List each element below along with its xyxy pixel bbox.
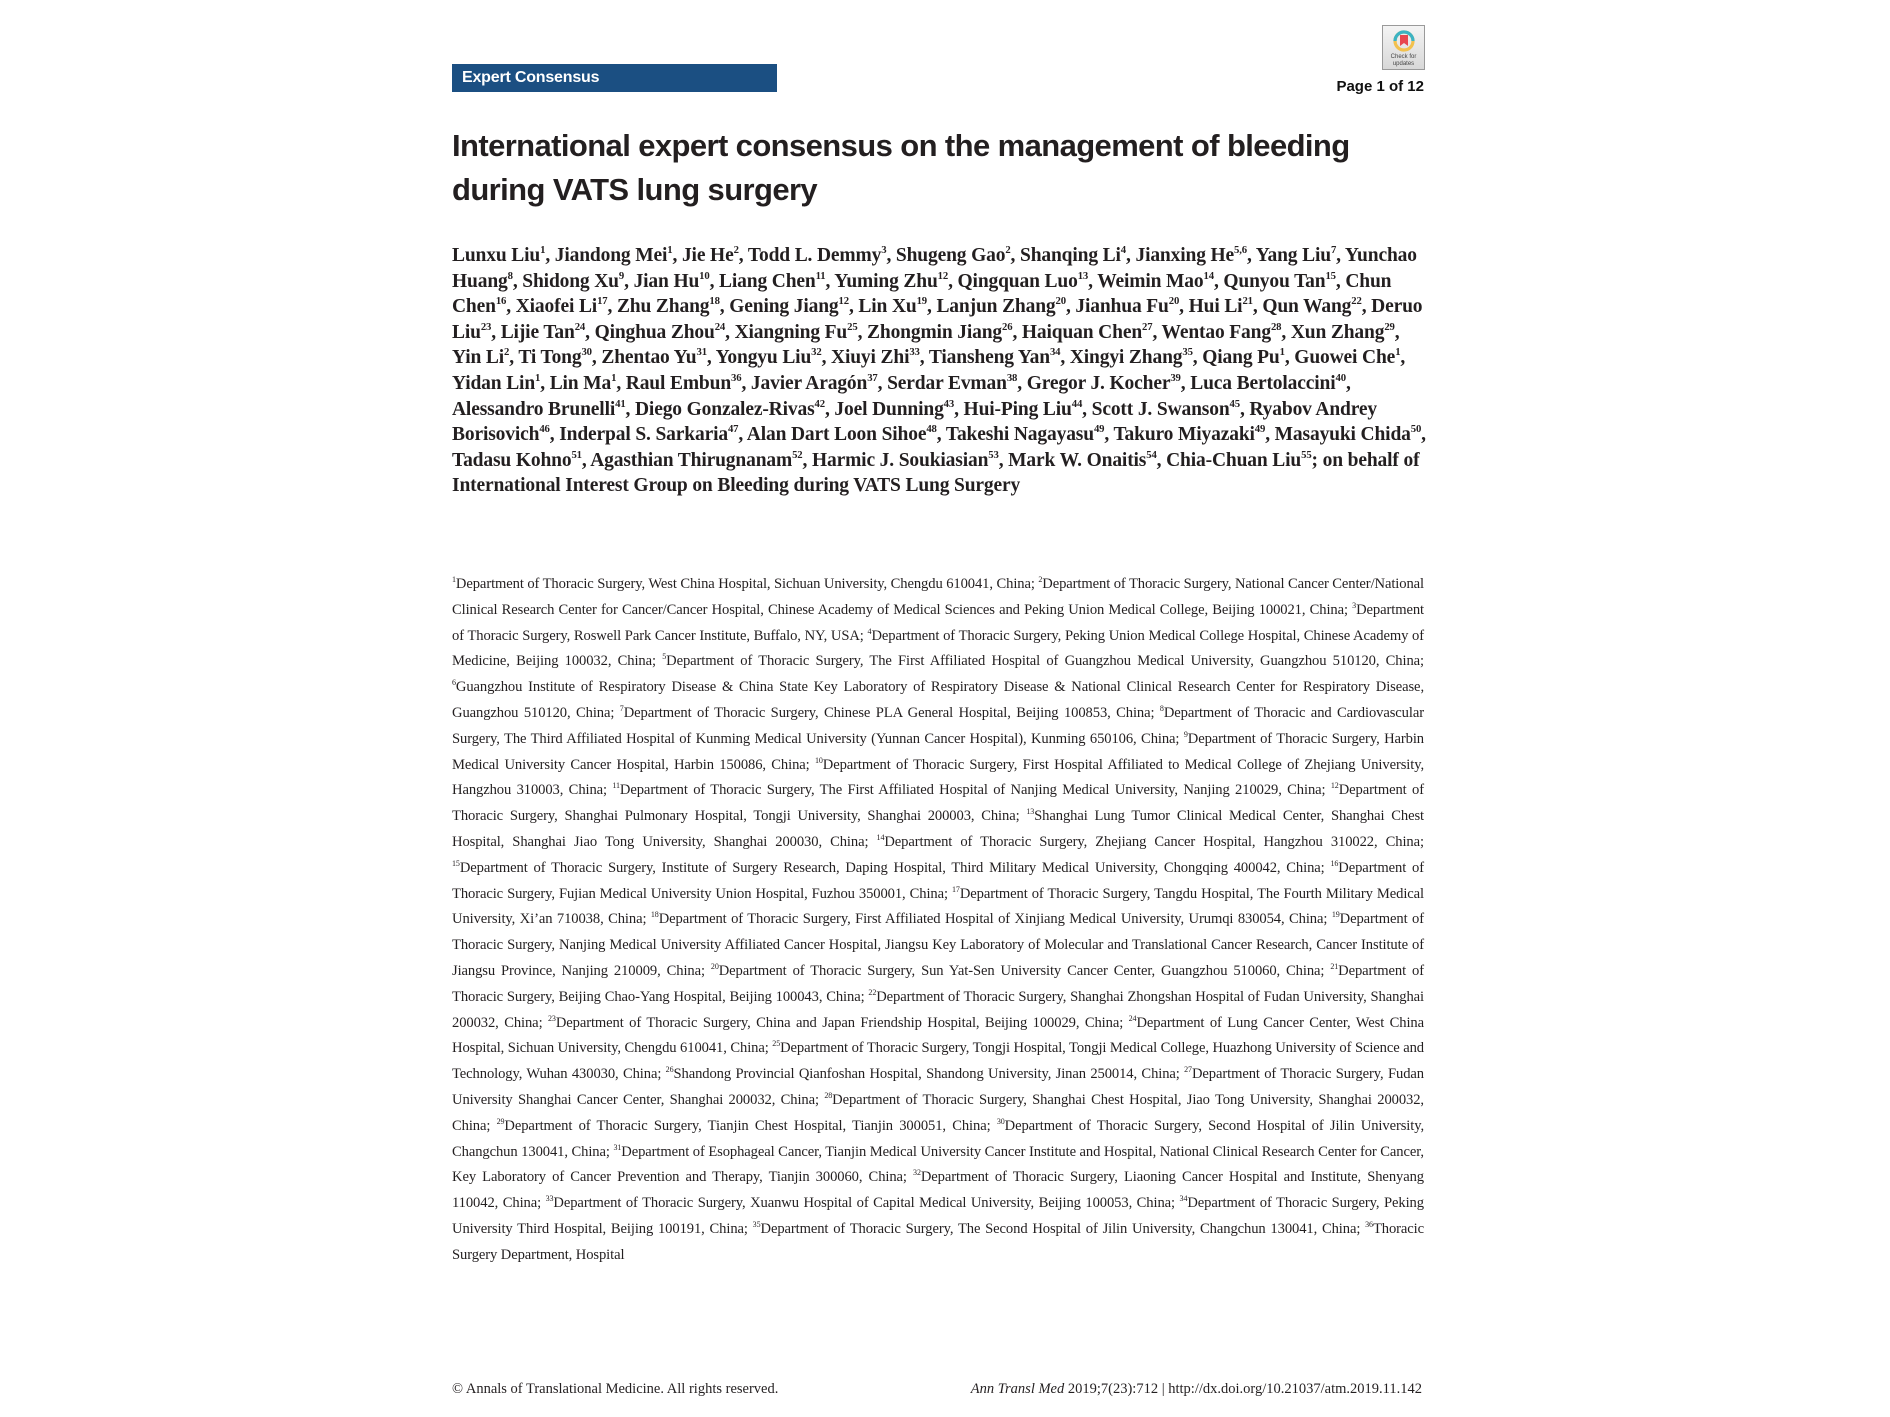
author: Wentao Fang <box>1161 321 1271 343</box>
affiliation-list: $^1$Department of Thoracic Surgery, West China Hospital, Sichuan University, Chengdu 610041, China; $^2$Department of Thoracic Surgery, National Cancer Center/National Clinical Research Center for Cancer/Cancer Hospital, Chinese Academy of Medical Sciences and Peking Union Medical College, Beijing 100021, China; $^3$Department of Thoracic Surgery, Roswell Park Cancer Institute, Buffalo, NY, USA; $^4$Department of Thoracic Surgery, Peking Union Medical College Hospital, Chinese Academy of Medicine, Beijing 100032, China; $^5$Department of Thoracic Surgery, The First Affiliated Hospital of Guangzhou Medical University, Guangzhou 510120, China; $^6$Guangzhou Institute of Respiratory Disease & China State Key Laboratory of Respiratory Disease & National Clinical Research Center for Respiratory Disease, Guangzhou 510120, China; $^7$Department of Thoracic Surgery, Chinese PLA General Hospital, Beijing 100853, China; $^8$Department of Thoracic and Cardiovascular Surgery, The Third Affiliated Hospital of Kunming Medical University (Yunnan Cancer Hospital), Kunming 650106, China; $^9$Department of Thoracic Surgery, Harbin Medical University Cancer Hospital, Harbin 150086, China; $^{10}$Department of Thoracic Surgery, First Hospital Affiliated to Medical College of Zhejiang University, Hangzhou 310003, China; $^{11}$Department of Thoracic Surgery, The First Affiliated Hospital of Nanjing Medical University, Nanjing 210029, China; $^{12}$Department of Thoracic Surgery, Shanghai Pulmonary Hospital, Tongji University, Shanghai 200003, China; $^{13}$Shanghai Lung Tumor Clinical Medical Center, Shanghai Chest Hospital, Shanghai Jiao Tong University, Shanghai 200030, China; $^{14}$Department of Thoracic Surgery, Zhejiang Cancer Hospital, Hangzhou 310022, China; $^{15}$Department of Thoracic Surgery, Institute of Surgery Research, Daping Hospital, Third Military Medical University, Chongqing 400042, China; $^{16}$Department of Thoracic Surgery, Fujian Medical University Union Hospital, Fuzhou 350001, China; $^{17}$Department of Thoracic Surgery, Tangdu Hospital, The Fourth Military Medical University, Xi’an 710038, China; $^{18}$Department of Thoracic Surgery, First Affiliated Hospital of Xinjiang Medical University, Urumqi 830054, China; $^{19}$Department of Thoracic Surgery, Nanjing Medical University Affiliated Cancer Hospital, Jiangsu Key Laboratory of Molecular and Translational Cancer Research, Cancer Institute of Jiangsu Province, Nanjing 210009, China; $^{20}$Department of Thoracic Surgery, Sun Yat-Sen University Cancer Center, Guangzhou 510060, China; $^{21}$Department of Thoracic Surgery, Beijing Chao-Yang Hospital, Beijing 100043, China; $^{22}$Department of Thoracic Surgery, Shanghai Zhongshan Hospital of Fudan University, Shanghai 200032, China; $^{23}$Department of Thoracic Surgery, China and Japan Friendship Hospital, Beijing 100029, China; $^{24}$Department of Lung Cancer Center, West China Hospital, Sichuan University, Chengdu 610041, China; $^{25}$Department of Thoracic Surgery, Tongji Hospital, Tongji Medical College, Huazhong University of Science and Technology, Wuhan 430030, China; $^{26}$Shandong Provincial Qianfoshan Hospital, Shandong University, Jinan 250014, China; $^{27}$Department of Thoracic Surgery, Fudan University Shanghai Cancer Center, Shanghai 200032, China; $^{28}$Department of Thoracic Surgery, Shanghai Chest Hospital, Jiao Tong University, Shanghai 200032, China; $^{29}$Department of Thoracic Surgery, Tianjin Chest Hospital, Tianjin 300051, China; $^{30}$Department of Thoracic Surgery, Second Hospital of Jilin University, Changchun 130041, China; $^{31}$Department of Esophageal Cancer, Tianjin Medical University Cancer Institute and Hospital, National Clinical Research Center for Cancer, Key Laboratory of Cancer Prevention and Therapy, Tianjin 300060, China; $^{32}$Department of Thoracic Surgery, Liaoning Cancer Hospital and Institute, Shenyang 110042, China; $^{33}$Department of Thoracic Surgery, Xuanwu Hospital of Capital Medical University, Beijing 100053, China; $^{34}$Department of Thoracic Surgery, Peking University Third Hospital, Beijing 100191, China; $^{35}$Department of Thoracic Surgery, The Second Hospital of Jilin University, Changchun 130041, China; $^{36}$Thoracic Surgery Department, Hospital <box>452 574 1424 1263</box>
author: Luca Bertolaccini <box>1190 372 1336 394</box>
author-affiliation-ref: 43 <box>943 397 955 410</box>
author: Xiaofei Li <box>515 296 598 318</box>
author: Hui-Ping Liu <box>963 398 1072 420</box>
author: Jie He <box>681 245 734 266</box>
author-affiliation-ref: 46 <box>539 423 550 436</box>
author: Yin Li <box>452 347 505 369</box>
affiliation: Department of Thoracic Surgery, Second Hospital of Jilin University, Changchun 130041, China <box>452 1117 1424 1160</box>
author: Xiuyi Zhi <box>831 347 910 369</box>
affiliation-number: 17 <box>951 884 960 894</box>
affiliation-number: 23 <box>547 1013 556 1023</box>
author-affiliation-ref: 12 <box>838 295 849 308</box>
author-affiliation-ref: 47 <box>727 423 739 436</box>
author-affiliation-ref: 49 <box>1093 423 1105 436</box>
affiliation-number: 16 <box>1330 858 1339 868</box>
affiliation-number: 28 <box>824 1090 833 1100</box>
author-affiliation-ref: 27 <box>1142 320 1153 333</box>
author: Shanqing Li <box>1020 245 1121 266</box>
author-affiliation-ref: 24 <box>574 320 586 333</box>
affiliation-number: 10 <box>814 755 823 765</box>
affiliation-number: 13 <box>1026 807 1035 817</box>
affiliation: Department of Thoracic Surgery, First Hospital Affiliated to Medical College of Zhejiang University, Hangzhou 310003, China <box>452 756 1424 799</box>
author: Yidan Lin <box>452 372 536 394</box>
affiliation-number: 15 <box>452 858 460 868</box>
affiliation: Department of Thoracic Surgery, Fudan University Shanghai Cancer Center, Shanghai 200032, China <box>452 1066 1424 1108</box>
author: Ryabov Andrey Borisovich <box>452 398 1377 446</box>
author-affiliation-ref: 1 <box>1279 346 1285 359</box>
affiliation-number: 14 <box>876 832 885 842</box>
author-affiliation-ref: 22 <box>1351 295 1362 308</box>
author: Chun Chen <box>452 270 1392 318</box>
affiliation-number: 12 <box>1330 781 1339 791</box>
author: Serdar Evman <box>887 372 1007 394</box>
affiliation: Department of Thoracic Surgery, National Cancer Center/National Clinical Research Center for Cancer/Cancer Hospital, Chinese Academy of Medical Sciences and Peking Union Medical College, Beijing 100021, China <box>452 576 1424 618</box>
author-affiliation-ref: 45 <box>1229 397 1240 410</box>
affiliation-number: 24 <box>1128 1013 1137 1023</box>
author-affiliation-ref: 5,6 <box>1234 243 1247 256</box>
author: Qingquan Luo <box>957 270 1078 292</box>
affiliation-number: 19 <box>1331 910 1340 920</box>
author-affiliation-ref: 48 <box>926 423 937 436</box>
affiliation-number: 34 <box>1179 1194 1188 1204</box>
author: Haiquan Chen <box>1021 321 1143 343</box>
author: Lin Ma <box>549 372 612 394</box>
author: Yang Liu <box>1255 245 1331 266</box>
author: Zhentao Yu <box>601 347 697 369</box>
affiliation: Department of Thoracic Surgery, Tongji Hospital, Tongji Medical College, Huazhong University of Science and Technology, Wuhan 430030, China <box>452 1040 1424 1083</box>
affiliation-number: 6 <box>452 678 456 688</box>
author-affiliation-ref: 36 <box>731 371 742 384</box>
author-affiliation-ref: 32 <box>811 346 822 359</box>
author-affiliation-ref: 25 <box>847 320 858 333</box>
author: Chia-Chuan Liu <box>1166 449 1302 471</box>
author-affiliation-ref: 51 <box>571 448 582 461</box>
affiliation: Department of Thoracic Surgery, Beijing Chao-Yang Hospital, Beijing 100043, China <box>452 962 1424 1005</box>
article-title: International expert consensus on the management of bleeding during VATS lung surgery <box>452 128 1350 207</box>
affiliation: Department of Thoracic and Cardiovascular Surgery, The Third Affiliated Hospital of Kunming Medical University (Yunnan Cancer Hospital), Kunming 650106, China <box>452 704 1424 747</box>
author-affiliation-ref: 17 <box>597 295 608 308</box>
section-label: Expert Consensus <box>452 64 777 92</box>
author-affiliation-ref: 31 <box>696 346 707 359</box>
author: Lijie Tan <box>500 321 575 343</box>
group-statement: ; on behalf of International Interest Group on Bleeding during VATS Lung Surgery <box>452 449 1420 497</box>
author: Alan Dart Loon Sihoe <box>746 424 927 446</box>
author-affiliation-ref: 10 <box>699 269 710 282</box>
author-affiliation-ref: 16 <box>495 295 507 308</box>
author-affiliation-ref: 30 <box>581 346 592 359</box>
author-affiliation-ref: 23 <box>480 320 492 333</box>
author-affiliation-ref: 24 <box>714 320 726 333</box>
affiliation-number: 31 <box>613 1142 622 1152</box>
affiliation-number: 27 <box>1184 1065 1192 1075</box>
author-affiliation-ref: 44 <box>1071 397 1083 410</box>
author-affiliation-ref: 38 <box>1006 371 1018 384</box>
author: Weimin Mao <box>1097 270 1204 292</box>
author: Qun Wang <box>1262 296 1352 318</box>
author-affiliation-ref: 41 <box>615 397 626 410</box>
author: Yunchao Huang <box>452 245 1417 292</box>
paper-page <box>452 0 1424 1417</box>
author: Jiandong Mei <box>554 245 668 266</box>
author: Zhongmin Jiang <box>867 321 1003 343</box>
journal-abbrev: Ann Transl Med <box>970 1381 1065 1397</box>
author-affiliation-ref: 50 <box>1410 423 1422 436</box>
author-affiliation-ref: 37 <box>867 371 878 384</box>
affiliation: Department of Lung Cancer Center, West China Hospital, Sichuan University, Chengdu 610041, China <box>452 1014 1424 1057</box>
affiliation-number: 25 <box>772 1039 781 1049</box>
author: Inderpal S. Sarkaria <box>559 424 728 446</box>
author: Jianxing He <box>1135 245 1235 266</box>
affiliation-number: 35 <box>752 1219 761 1229</box>
affiliation-number: 18 <box>650 910 659 920</box>
author: Hui Li <box>1188 296 1243 318</box>
author: Shugeng Gao <box>895 245 1006 266</box>
affiliation: Department of Thoracic Surgery, Liaoning Cancer Hospital and Institute, Shenyang 110042, China <box>452 1169 1424 1212</box>
affiliation: Department of Thoracic Surgery, Peking University Third Hospital, Beijing 100191, China <box>452 1195 1424 1237</box>
author-affiliation-ref: 12 <box>937 269 949 282</box>
page-indicator: Page 1 of 12 <box>1336 78 1424 95</box>
affiliation-number: 9 <box>1183 729 1188 739</box>
affiliation: Department of Thoracic Surgery, Peking Union Medical College Hospital, Chinese Academy of Medicine, Beijing 100032, China <box>452 627 1424 670</box>
affiliation: Department of Thoracic Surgery, Fujian Medical University Union Hospital, Fuzhou 350001, China <box>452 859 1424 902</box>
author: Jian Hu <box>633 270 700 292</box>
affiliation: Department of Thoracic Surgery, Zhejiang Cancer Hospital, Hangzhou 310022, China <box>884 833 1421 850</box>
affiliation-number: 11 <box>612 781 620 791</box>
author-affiliation-ref: 20 <box>1055 295 1066 308</box>
affiliation: Department of Thoracic Surgery, Harbin Medical University Cancer Hospital, Harbin 150086, China <box>452 730 1424 773</box>
author-affiliation-ref: 55 <box>1301 448 1312 461</box>
affiliation-number: 22 <box>868 987 877 997</box>
affiliation-number: 30 <box>996 1116 1005 1126</box>
affiliation-number: 26 <box>665 1065 674 1075</box>
citation-line <box>971 1381 1422 1398</box>
affiliation: Thoracic Surgery Department, Hospital <box>452 1220 1424 1263</box>
author-affiliation-ref: 1 <box>667 243 673 256</box>
check-updates-icon <box>1392 29 1416 53</box>
affiliation: Department of Thoracic Surgery, Tangdu Hospital, The Fourth Military Medical University, Xi’an 710038, China <box>452 885 1424 928</box>
author-affiliation-ref: 35 <box>1182 346 1193 359</box>
author: Xun Zhang <box>1290 321 1385 343</box>
author-affiliation-ref: 54 <box>1146 448 1157 461</box>
author-affiliation-ref: 11 <box>815 269 826 282</box>
author-affiliation-ref: 1 <box>1395 346 1401 359</box>
affiliation-number: 2 <box>1038 574 1043 584</box>
author-affiliation-ref: 4 <box>1120 243 1127 256</box>
author-affiliation-ref: 3 <box>881 243 887 256</box>
badge-text-line2: updates <box>1392 61 1415 67</box>
author: Jianhua Fu <box>1075 296 1169 318</box>
author: Deruo Liu <box>452 296 1423 343</box>
author: Liang Chen <box>719 270 816 292</box>
author-affiliation-ref: 26 <box>1002 320 1013 333</box>
author: Guowei Che <box>1294 347 1396 369</box>
author-affiliation-ref: 33 <box>909 346 920 359</box>
check-for-updates-badge[interactable] <box>1382 25 1425 70</box>
author-affiliation-ref: 1 <box>540 243 546 256</box>
affiliation: Department of Thoracic Surgery, First Affiliated Hospital of Xinjiang Medical University, Urumqi 830054, China <box>658 911 1324 928</box>
author: Tiansheng Yan <box>928 347 1050 369</box>
affiliation: Department of Thoracic Surgery, The First Affiliated Hospital of Guangzhou Medical University, Guangzhou 510120, China <box>666 653 1421 670</box>
author: Shidong Xu <box>522 270 619 292</box>
author-affiliation-ref: 9 <box>618 269 625 282</box>
author-affiliation-ref: 2 <box>504 346 510 359</box>
author: Qiang Pu <box>1202 347 1280 369</box>
author-affiliation-ref: 39 <box>1170 371 1181 384</box>
affiliation: Department of Esophageal Cancer, Tianjin Medical University Cancer Institute and Hospital, National Clinical Research Center for Cancer, Key Laboratory of Cancer Prevention and Therapy, Tianjin 300060, China <box>452 1143 1424 1186</box>
affiliation-number: 8 <box>1159 703 1164 713</box>
affiliation-number: 3 <box>1352 600 1357 610</box>
author: Ti Tong <box>518 347 582 369</box>
affiliation-number: 4 <box>867 626 872 636</box>
author-affiliation-ref: 20 <box>1168 295 1180 308</box>
badge-text-line1: Check for <box>1390 54 1417 60</box>
affiliation: Department of Thoracic Surgery, West China Hospital, Sichuan University, Chengdu 610041, China <box>455 576 1031 592</box>
author: Gening Jiang <box>729 296 839 318</box>
author: Scott J. Swanson <box>1091 398 1230 420</box>
author: Mark W. Onaitis <box>1008 449 1147 471</box>
author-list: Lunxu Liu$^1$, Jiandong Mei$^1$, Jie He$^2$, Todd L. Demmy$^3$, Shugeng Gao$^2$, Shanqing Li$^4$, Jianxing He$^{5,6}$, Yang Liu$^7$, Yunchao Huang$^8$, Shidong Xu$^9$, Jian Hu$^{10}$, Liang Chen$^{11}$, Yuming Zhu$^{12}$, Qingquan Luo$^{13}$, Weimin Mao$^{14}$, Qunyou Tan$^{15}$, Chun Chen$^{16}$, Xiaofei Li$^{17}$, Zhu Zhang$^{18}$, Gening Jiang$^{12}$, Lin Xu$^{19}$, Lanjun Zhang$^{20}$, Jianhua Fu$^{20}$, Hui Li$^{21}$, Qun Wang$^{22}$, Deruo Liu$^{23}$, Lijie Tan$^{24}$, Qinghua Zhou$^{24}$, Xiangning Fu$^{25}$, Zhongmin Jiang$^{26}$, Haiquan Chen$^{27}$, Wentao Fang$^{28}$, Xun Zhang$^{29}$, Yin Li$^2$, Ti Tong$^{30}$, Zhentao Yu$^{31}$, Yongyu Liu$^{32}$, Xiuyi Zhi$^{33}$, Tiansheng Yan$^{34}$, Xingyi Zhang$^{35}$, Qiang Pu$^1$, Guowei Che$^1$, Yidan Lin$^1$, Lin Ma$^1$, Raul Embun$^{36}$, Javier Aragón$^{37}$, Serdar Evman$^{38}$, Gregor J. Kocher$^{39}$, Luca Bertolaccini$^{40}$, Alessandro Brunelli$^{41}$, Diego Gonzalez-Rivas$^{42}$, Joel Dunning$^{43}$, Hui-Ping Liu$^{44}$, Scott J. Swanson$^{45}$, Ryabov Andrey Borisovich$^{46}$, Inderpal S. Sarkaria$^{47}$, Alan Dart Loon Sihoe$^{48}$, Takeshi Nagayasu$^{49}$, Takuro Miyazaki$^{49}$, Masayuki Chida$^{50}$, Tadasu Kohno$^{51}$, Agasthian Thirugnanam$^{52}$, Harmic J. Soukiasian$^{53}$, Mark W. Onaitis$^{54}$, Chia-Chuan Liu$^{55}$; on behalf of International Interest Group on Bleeding during VATS Lung Surgery <box>452 243 1426 497</box>
author: Takuro Miyazaki <box>1113 424 1255 446</box>
affiliation-number: 1 <box>452 574 456 584</box>
affiliation: Department of Thoracic Surgery, Xuanwu Hospital of Capital Medical University, Beijing 100053, China <box>553 1195 1172 1212</box>
affiliation: Department of Thoracic Surgery, Roswell Park Cancer Institute, Buffalo, NY, USA <box>452 601 1424 644</box>
affiliation-number: 21 <box>1330 961 1339 971</box>
author: Takeshi Nagayasu <box>945 424 1094 446</box>
author-affiliation-ref: 1 <box>611 371 617 384</box>
author: Tadasu Kohno <box>452 449 572 471</box>
author: Yongyu Liu <box>715 347 812 369</box>
author: Todd L. Demmy <box>747 245 882 266</box>
author-affiliation-ref: 29 <box>1384 320 1395 333</box>
affiliation: Department of Thoracic Surgery, The First Affiliated Hospital of Nanjing Medical University, Nanjing 210029, China <box>619 782 1322 799</box>
affiliation: Guangzhou Institute of Respiratory Disease & China State Key Laboratory of Respiratory Disease & National Clinical Research Center for Respiratory Disease, Guangzhou 510120, China <box>452 679 1424 721</box>
author: Harmic J. Soukiasian <box>811 449 989 471</box>
affiliation: Department of Thoracic Surgery, Shanghai Zhongshan Hospital of Fudan University, Shanghai 200032, China <box>452 988 1424 1031</box>
author: Joel Dunning <box>834 398 944 420</box>
author: Raul Embun <box>625 372 732 394</box>
author-affiliation-ref: 13 <box>1077 269 1089 282</box>
copyright-notice: © Annals of Translational Medicine. All rights reserved. <box>452 1381 779 1397</box>
affiliation: Shanghai Lung Tumor Clinical Medical Center, Shanghai Chest Hospital, Shanghai Jiao Tong University, Shanghai 200030, China <box>452 808 1424 850</box>
author: Qunyou Tan <box>1223 270 1326 292</box>
affiliation: Department of Thoracic Surgery, Shanghai Pulmonary Hospital, Tongji University, Shanghai 200003, China <box>452 782 1424 825</box>
affiliation-number: 36 <box>1365 1219 1373 1229</box>
affiliation: Department of Thoracic Surgery, China and Japan Friendship Hospital, Beijing 100029, China <box>555 1014 1120 1031</box>
author: Lunxu Liu <box>452 245 541 266</box>
author-affiliation-ref: 28 <box>1270 320 1282 333</box>
affiliation: Department of Thoracic Surgery, Shanghai Chest Hospital, Jiao Tong University, Shanghai 200032, China <box>452 1091 1424 1134</box>
affiliation: Shandong Provincial Qianfoshan Hospital, Shandong University, Jinan 250014, China <box>673 1066 1176 1083</box>
author-affiliation-ref: 1 <box>535 371 541 384</box>
author: Lanjun Zhang <box>936 296 1056 318</box>
author: Gregor J. Kocher <box>1026 372 1171 394</box>
affiliation-number: 7 <box>619 703 624 713</box>
author: Xingyi Zhang <box>1069 347 1183 369</box>
author-affiliation-ref: 49 <box>1254 423 1266 436</box>
author-affiliation-ref: 7 <box>1330 243 1337 256</box>
affiliation: Department of Thoracic Surgery, Tianjin Chest Hospital, Tianjin 300051, China <box>504 1117 987 1134</box>
author-affiliation-ref: 34 <box>1049 346 1061 359</box>
affiliation-number: 5 <box>662 652 667 662</box>
author-affiliation-ref: 14 <box>1203 269 1214 282</box>
author: Agasthian Thirugnanam <box>590 449 793 471</box>
author-affiliation-ref: 52 <box>792 448 803 461</box>
citation-doi[interactable]: 2019;7(23):712 | http://dx.doi.org/10.21037/atm.2019.11.142 <box>1064 1381 1422 1397</box>
author-affiliation-ref: 42 <box>814 397 825 410</box>
author: Diego Gonzalez-Rivas <box>635 398 815 420</box>
author: Lin Xu <box>858 296 917 318</box>
author: Yuming Zhu <box>834 270 938 292</box>
author: Qinghua Zhou <box>594 321 715 343</box>
affiliation: Department of Thoracic Surgery, Chinese PLA General Hospital, Beijing 100853, China <box>623 704 1151 721</box>
affiliation: Department of Thoracic Surgery, Sun Yat-Sen University Cancer Center, Guangzhou 510060, China <box>718 962 1321 979</box>
author-affiliation-ref: 40 <box>1335 371 1346 384</box>
affiliation: Department of Thoracic Surgery, Institute of Surgery Research, Daping Hospital, Third Military Medical University, Chongqing 400042, China <box>459 859 1321 876</box>
author: Zhu Zhang <box>616 296 710 318</box>
affiliation-number: 29 <box>496 1116 505 1126</box>
author-affiliation-ref: 21 <box>1242 295 1253 308</box>
affiliation: Department of Thoracic Surgery, The Second Hospital of Jilin University, Changchun 130041, China <box>760 1220 1357 1237</box>
author: Javier Aragón <box>750 372 868 394</box>
author-affiliation-ref: 2 <box>1005 243 1011 256</box>
affiliation-number: 33 <box>545 1194 554 1204</box>
affiliation-number: 20 <box>710 961 719 971</box>
author-affiliation-ref: 2 <box>733 243 739 256</box>
author-affiliation-ref: 19 <box>916 295 927 308</box>
author-affiliation-ref: 18 <box>709 295 720 308</box>
author: Alessandro Brunelli <box>452 398 616 420</box>
affiliation: Department of Thoracic Surgery, Nanjing Medical University Affiliated Cancer Hospital, Jiangsu Key Laboratory of Molecular and Translational Cancer Research, Cancer Institute of Jiangsu Province, Nanjing 210009, China <box>452 911 1424 979</box>
author: Xiangning Fu <box>734 321 848 343</box>
author-affiliation-ref: 8 <box>507 269 513 282</box>
author-affiliation-ref: 15 <box>1325 269 1336 282</box>
affiliation-number: 32 <box>913 1168 921 1178</box>
author: Masayuki Chida <box>1274 424 1411 446</box>
author-affiliation-ref: 53 <box>988 448 999 461</box>
